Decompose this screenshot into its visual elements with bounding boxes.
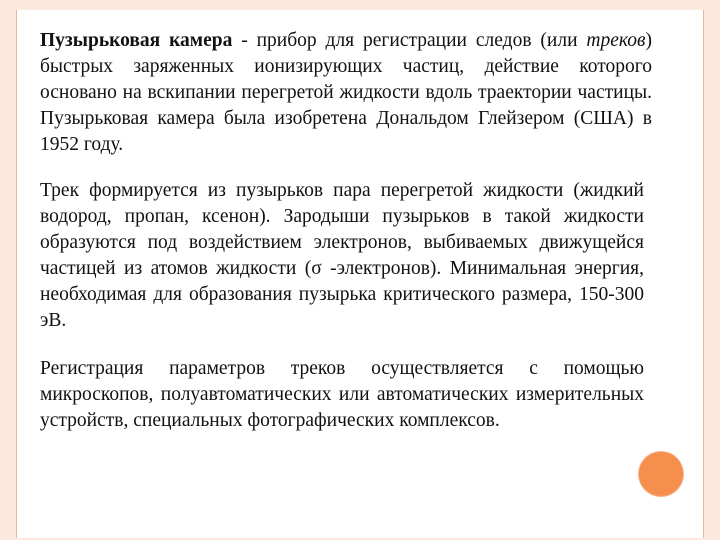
term-bubble-chamber: Пузырьковая камера bbox=[40, 30, 233, 51]
paragraph-registration: Регистрация параметров треков осуществляется с помощью микроскопов, полуавтоматических или автоматических измерительных устройств, специальных фотографических комплексов. bbox=[40, 358, 644, 431]
paragraph-definition bbox=[40, 28, 652, 158]
slide-content bbox=[40, 28, 652, 434]
paragraph-track-formation: Трек формируется из пузырьков пара перегретой жидкости (жидкий водород, пропан, ксенон). Зародыши пузырьков в такой жидкости образуются под воздействием электронов, выбиваемых движущейся частицей из атомов жидкости (σ -электронов). Минимальная энергия, необходимая для образования пузырька критического размера, 150-300 эВ. bbox=[40, 180, 644, 331]
accent-circle bbox=[639, 452, 683, 496]
definition-text-b: ) быстрых заряженных ионизирующих частиц, действие которого основано на вскипании перегретой жидкости вдоль траектории частицы. Пузырьковая камера была изобретена Дональдом Глейзером (США) в 1952 году. bbox=[40, 30, 652, 155]
definition-text-a: - прибор для регистрации следов (или bbox=[232, 30, 587, 51]
emphasis-tracks: треков bbox=[586, 30, 646, 51]
